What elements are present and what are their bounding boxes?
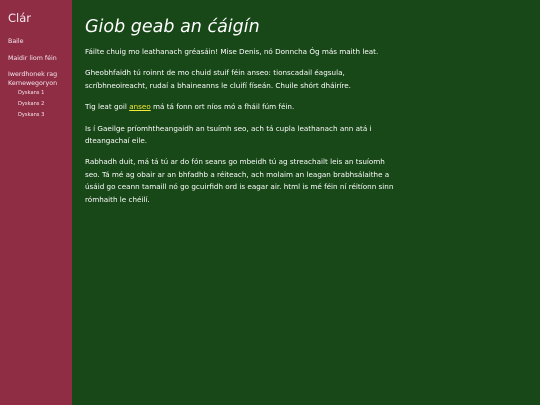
sidebar-subitem-dyskans-1[interactable]: Dyskans 1 (18, 90, 45, 97)
main-content (72, 0, 540, 405)
sidebar (0, 0, 72, 405)
paragraph-text: má tá fonn ort níos mó a fháil fúm féin. (150, 102, 295, 112)
sidebar-subitem-dyskans-2[interactable]: Dyskans 2 (18, 101, 45, 108)
sidebar-item-label: Iwerdhonek rag Kernewegoryon (8, 71, 58, 87)
anseo-link[interactable]: anseo (129, 102, 151, 112)
page-title: Giob geab an ćáigín (85, 17, 260, 37)
sidebar-subitem-dyskans-3[interactable]: Dyskans 3 (18, 111, 45, 118)
paragraph-welcome: Fáilte chuig mo leathanach gréasáin! Mise Denis, nó Donncha Óg más maith leat. (85, 47, 379, 56)
paragraph-text: Tig leat goil (85, 102, 130, 112)
paragraph-stuff: Gheobhfaidh tú roinnt de mo chuid stuif féin anseo: tionscadail éagsula, scríbhneoireacht, rudaí a bhaineanns le cluifí físeán. Chuile shórt dháiríre. (85, 68, 351, 90)
paragraph-warning: Rabhadh duit, má tá tú ar do fón seans go mbeidh tú ag streachailt leis an tsuíomh seo. Tá mé ag obair ar an bhfadhb a réiteach, ach molaim an leagan brabhsálaithe a úsáid go ceann tamaill nó go gcuirfidh ord is eagar air. html is mé féin ní réitíonn sinn rómhaith le chéilí. (85, 157, 394, 204)
sidebar-item-maidir-liom-fein[interactable]: Maidir liom féin (8, 54, 57, 62)
paragraph-language: Is í Gaeilge príomhtheangaidh an tsuímh seo, ach tá cupla leathanach ann atá i dteangachaí eile. (85, 123, 372, 146)
paragraph-more-info (85, 101, 395, 113)
sidebar-item-baile[interactable]: Baile (8, 38, 24, 45)
sidebar-sublist (8, 88, 72, 120)
sidebar-item-iwerdhonek[interactable] (8, 71, 72, 121)
sidebar-title: Clár (8, 11, 31, 25)
